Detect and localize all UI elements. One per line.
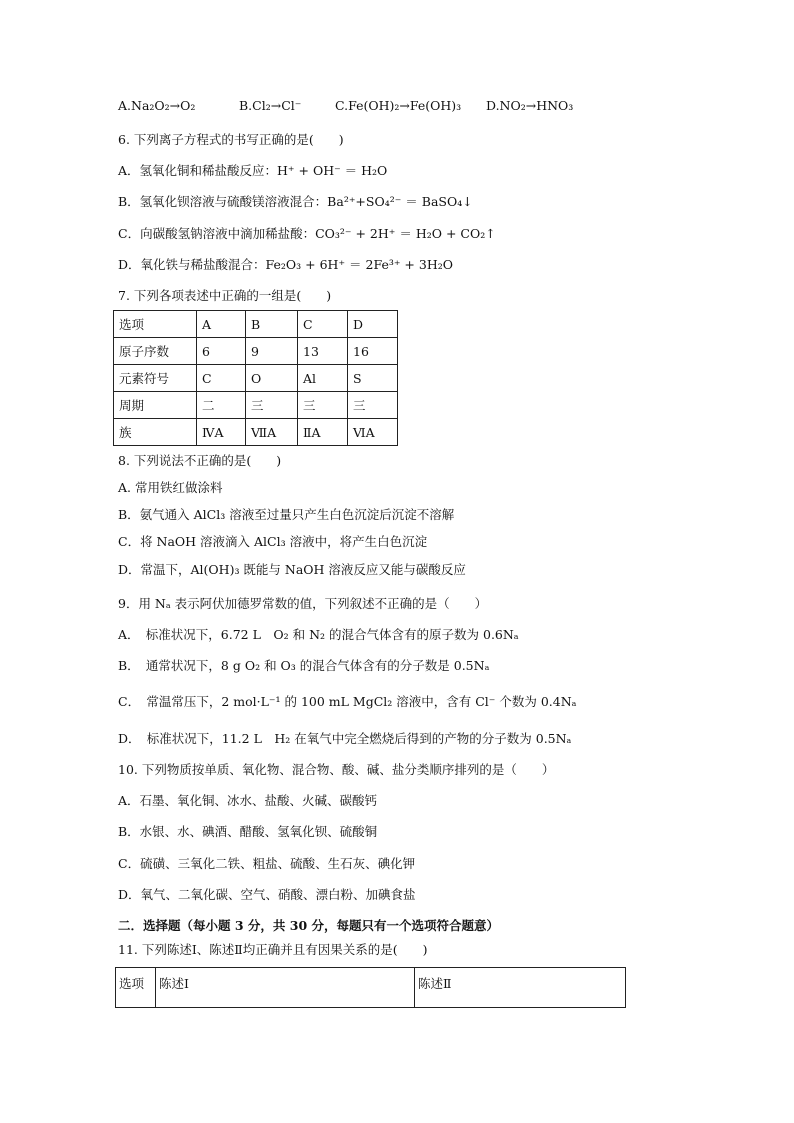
q9-option-b: B． 通常状况下，8 g O₂ 和 O₃ 的混合气体含有的分子数是 0.5Nₐ bbox=[118, 658, 490, 673]
q5-option-c: C.Fe(OH)₂→Fe(OH)₃ bbox=[335, 98, 462, 113]
q11-stem: 11. 下列陈述Ⅰ、陈述Ⅱ均正确并且有因果关系的是( ) bbox=[118, 942, 428, 957]
table-cell: B bbox=[246, 311, 298, 338]
q9-stem: 9．用 Nₐ 表示阿伏加德罗常数的值，下列叙述不正确的是（ ） bbox=[118, 596, 488, 611]
q11-table bbox=[115, 967, 626, 1008]
q9-option-a: A． 标准状况下，6.72 L O₂ 和 N₂ 的混合气体含有的原子数为 0.6Nₐ bbox=[118, 627, 519, 642]
table-header-cell: 陈述Ⅰ bbox=[156, 968, 415, 1008]
table-header-cell: 陈述Ⅱ bbox=[415, 968, 626, 1008]
table-cell: 二 bbox=[197, 392, 246, 419]
table-cell: A bbox=[197, 311, 246, 338]
table-cell: 三 bbox=[298, 392, 348, 419]
table-cell: 原子序数 bbox=[114, 338, 197, 365]
table-cell: ⅡA bbox=[298, 419, 348, 446]
q5-options-row bbox=[118, 98, 573, 114]
table-cell: 选项 bbox=[114, 311, 197, 338]
table-cell: D bbox=[348, 311, 398, 338]
q10-option-b: B．水银、水、碘酒、醋酸、氢氧化钡、硫酸铜 bbox=[118, 824, 378, 839]
table-row bbox=[114, 338, 398, 365]
q6-option-c: C．向碳酸氢钠溶液中滴加稀盐酸：CO₃²⁻ + 2H⁺ ＝ H₂O + CO₂↑ bbox=[118, 226, 496, 241]
table-cell: 族 bbox=[114, 419, 197, 446]
table-cell: 三 bbox=[246, 392, 298, 419]
table-header-cell: 选项 bbox=[116, 968, 156, 1008]
q5-option-a: A.Na₂O₂→O₂ bbox=[118, 98, 196, 113]
q7-table bbox=[113, 310, 398, 446]
table-cell: ⅣA bbox=[197, 419, 246, 446]
table-cell: O bbox=[246, 365, 298, 392]
q5-option-b: B.Cl₂→Cl⁻ bbox=[239, 98, 302, 113]
table-row bbox=[114, 365, 398, 392]
q10-option-a: A．石墨、氧化铜、冰水、盐酸、火碱、碳酸钙 bbox=[118, 793, 378, 808]
q8-option-a: A. 常用铁红做涂料 bbox=[118, 480, 223, 495]
q10-stem: 10. 下列物质按单质、氧化物、混合物、酸、碱、盐分类顺序排列的是（ ） bbox=[118, 762, 555, 777]
table-cell: 6 bbox=[197, 338, 246, 365]
table-row bbox=[114, 311, 398, 338]
q8-option-b: B．氨气通入 AlCl₃ 溶液至过量只产生白色沉淀后沉淀不溶解 bbox=[118, 507, 455, 522]
table-row bbox=[114, 419, 398, 446]
section-heading: 二．选择题（每小题 3 分，共 30 分，每题只有一个选项符合题意） bbox=[118, 918, 500, 933]
table-cell: Al bbox=[298, 365, 348, 392]
table-cell: C bbox=[197, 365, 246, 392]
table-cell: 元素符号 bbox=[114, 365, 197, 392]
table-cell: 三 bbox=[348, 392, 398, 419]
q6-option-d: D．氧化铁与稀盐酸混合：Fe₂O₃ + 6H⁺ ＝ 2Fe³⁺ + 3H₂O bbox=[118, 257, 453, 272]
table-cell: 周期 bbox=[114, 392, 197, 419]
q6-stem: 6. 下列离子方程式的书写正确的是( ) bbox=[118, 132, 344, 147]
table-cell: ⅦA bbox=[246, 419, 298, 446]
q6-option-b: B．氢氧化钡溶液与硫酸镁溶液混合：Ba²⁺+SO₄²⁻ ＝ BaSO₄↓ bbox=[118, 194, 473, 209]
table-cell: 9 bbox=[246, 338, 298, 365]
q9-option-c: C． 常温常压下，2 mol·L⁻¹ 的 100 mL MgCl₂ 溶液中，含有 Cl⁻ 个数为 0.4Nₐ bbox=[118, 694, 577, 709]
q8-option-d: D．常温下，Al(OH)₃ 既能与 NaOH 溶液反应又能与碳酸反应 bbox=[118, 562, 466, 577]
table-row bbox=[116, 968, 626, 1008]
table-cell: 16 bbox=[348, 338, 398, 365]
q7-stem: 7. 下列各项表述中正确的一组是( ) bbox=[118, 288, 332, 303]
q8-option-c: C．将 NaOH 溶液滴入 AlCl₃ 溶液中，将产生白色沉淀 bbox=[118, 534, 428, 549]
q6-option-a: A．氢氧化铜和稀盐酸反应：H⁺ + OH⁻ ＝ H₂O bbox=[118, 163, 388, 178]
q10-option-c: C．硫磺、三氧化二铁、粗盐、硫酸、生石灰、碘化钾 bbox=[118, 856, 416, 871]
q5-option-d: D.NO₂→HNO₃ bbox=[486, 98, 574, 113]
table-cell: 13 bbox=[298, 338, 348, 365]
table-cell: ⅥA bbox=[348, 419, 398, 446]
table-cell: C bbox=[298, 311, 348, 338]
table-row bbox=[114, 392, 398, 419]
q8-stem: 8. 下列说法不正确的是( ) bbox=[118, 453, 282, 468]
q10-option-d: D．氧气、二氧化碳、空气、硝酸、漂白粉、加碘食盐 bbox=[118, 887, 416, 902]
table-cell: S bbox=[348, 365, 398, 392]
q9-option-d: D． 标准状况下，11.2 L H₂ 在氧气中完全燃烧后得到的产物的分子数为 0.5Nₐ bbox=[118, 731, 572, 746]
